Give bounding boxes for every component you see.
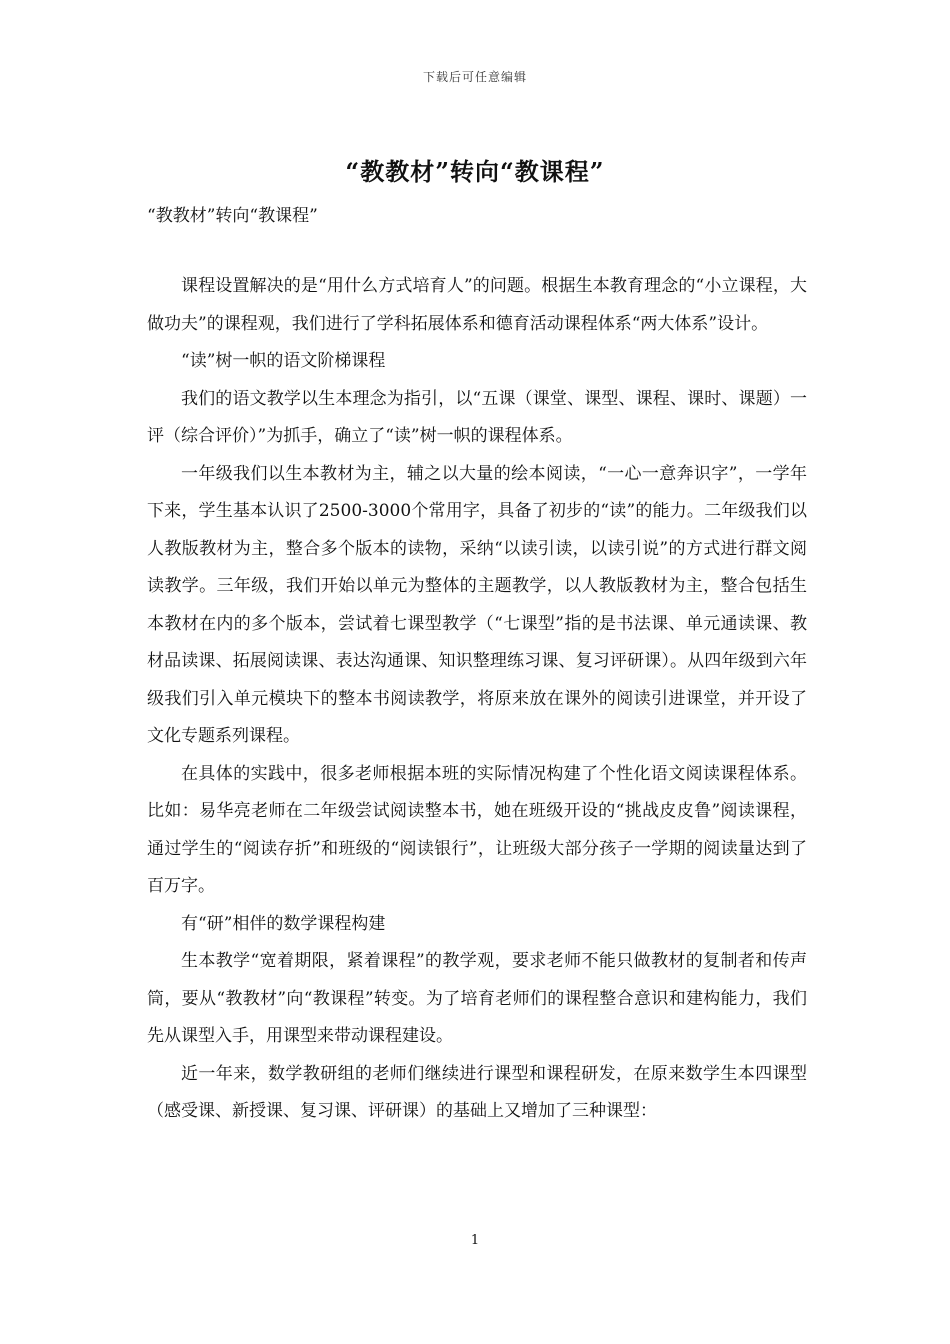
section-heading-math: 有“研”相伴的数学课程构建	[181, 913, 386, 934]
paragraph-chinese-framework: 我们的语文教学以生本理念为指引，以“五课（课堂、课型、课程、课时、课题）一评（综合评价）”为抓手，确立了“读”树一帜的课程体系。	[147, 388, 807, 446]
paragraph-math-philosophy: 生本教学“宽着期限，紧着课程”的教学观，要求老师不能只做教材的复制者和传声筒，要从“教教材”向“教课程”转变。为了培育老师们的课程整合意识和建构能力，我们先从课型入手，用课型来带动课程建设。	[147, 951, 807, 1046]
document-body	[147, 268, 807, 1131]
header-note: 下载后可任意编辑	[422, 70, 527, 84]
paragraph-intro: 课程设置解决的是“用什么方式培育人”的问题。根据生本教育理念的“小立课程，大做功夫”的课程观，我们进行了学科拓展体系和德育活动课程体系“两大体系”设计。	[147, 276, 807, 334]
section-heading-chinese: “读”树一帜的语文阶梯课程	[181, 351, 386, 371]
paragraph-math-research: 近一年来，数学教研组的老师们继续进行课型和课程研发，在原来数学生本四课型（感受课、新授课、复习课、评研课）的基础上又增加了三种课型：	[147, 1063, 807, 1121]
paragraph-grade-levels: 一年级我们以生本教材为主，辅之以大量的绘本阅读，“一心一意奔识字”，一学年下来，学生基本认识了2500-3000个常用字，具备了初步的“读”的能力。二年级我们以人教版教材为主，整合多个版本的读物，采纳“以读引读，以读引说”的方式进行群文阅读教学。三年级，我们开始以单元为整体的主题教学，以人教版教材为主，整合包括生本教材在内的多个版本，尝试着七课型教学（“七课型”指的是书法课、单元通读课、教材品读课、拓展阅读课、表达沟通课、知识整理练习课、复习评研课）。从四年级到六年级我们引入单元模块下的整本书阅读教学，将原来放在课外的阅读引进课堂，并开设了文化专题系列课程。	[147, 463, 807, 746]
document-subtitle: “教教材”转向“教课程”	[147, 206, 318, 226]
document-title: “教教材”转向“教课程”	[345, 157, 605, 186]
page-number: 1	[470, 1233, 480, 1248]
paragraph-practice-example: 在具体的实践中，很多老师根据本班的实际情况构建了个性化语文阅读课程体系。比如：易华亮老师在二年级尝试阅读整本书，她在班级开设的“挑战皮皮鲁”阅读课程，通过学生的“阅读存折”和班级的“阅读银行”，让班级大部分孩子一学期的阅读量达到了百万字。	[147, 763, 807, 896]
